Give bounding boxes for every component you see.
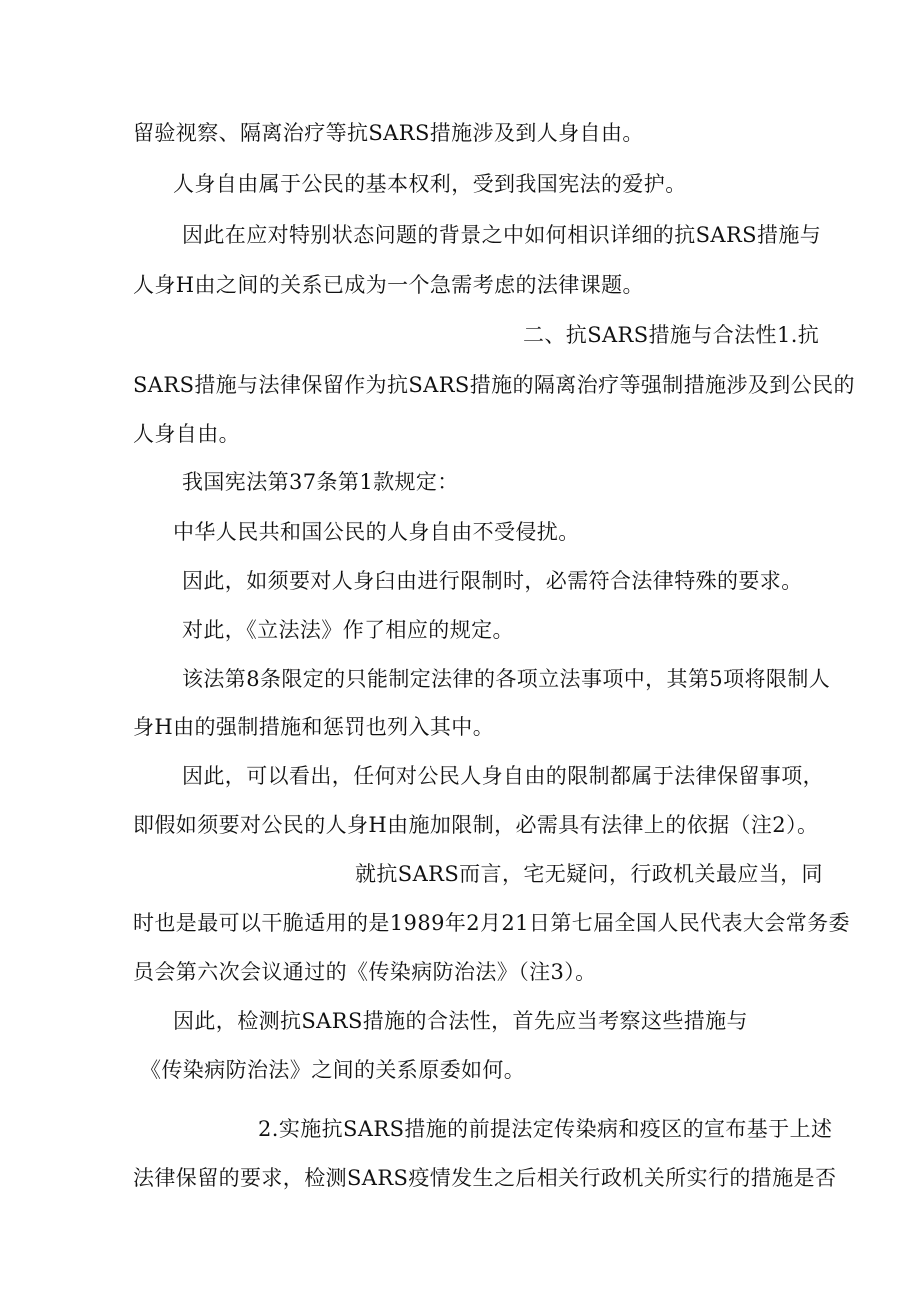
text-line: 因此，可以看出，任何对公民人身自由的限制都属于法律保留事项， (182, 764, 824, 788)
text-line: 因此在应对特别状态问题的背景之中如何相识详细的抗SARS措施与 (182, 223, 822, 247)
text-line: 时也是最可以干脆适用的是1989年2月21日第七届全国人民代表大会常务委 (133, 911, 850, 935)
text-line: 就抗SARS而言，宅无疑问，行政机关最应当，同 (355, 862, 823, 886)
text-line: 法律保留的要求，检测SARS疫情发生之后相关行政机关所实行的措施是否 (133, 1166, 837, 1190)
section-heading: 2.实施抗SARS措施的前提法定传染病和疫区的宣布基于上述 (258, 1117, 833, 1141)
text-line: 身H由的强制措施和惩罚也列入其中。 (133, 715, 495, 739)
text-line: 因此，检测抗SARS措施的合法性，首先应当考察这些措施与 (173, 1009, 748, 1033)
text-line: 人身H由之间的关系已成为一个急需考虑的法律课题。 (133, 273, 644, 297)
text-line: 中华人民共和国公民的人身自由不受侵扰。 (173, 520, 580, 544)
text-line: 人身自由属于公民的基本权利，受到我国宪法的爱护。 (173, 172, 687, 196)
text-line: 对此，《立法法》作了相应的规定。 (182, 618, 514, 642)
text-line: SARS措施与法律保留作为抗SARS措施的隔离治疗等强制措施涉及到公民的 (133, 373, 855, 397)
text-line: 人身自由。 (133, 422, 240, 446)
text-line: 该法第8条限定的只能制定法律的各项立法事项中，其第5项将限制人 (182, 667, 831, 691)
text-line: 即假如须要对公民的人身H由施加限制，必需具有法律上的依据（注2）。 (133, 813, 819, 837)
text-line: 《传染病防治法》之间的关系原委如何。 (140, 1058, 526, 1082)
text-line: 我国宪法第37条第1款规定： (182, 470, 459, 494)
text-line: 留验视察、隔离治疗等抗SARS措施涉及到人身自由。 (133, 121, 644, 145)
section-heading: 二、抗SARS措施与合法性1.抗 (523, 323, 820, 347)
text-line: 员会第六次会议通过的《传染病防治法》（注3）。 (133, 960, 597, 984)
text-line: 因此，如须要对人身臼由进行限制时，必需符合法律特殊的要求。 (182, 569, 803, 593)
